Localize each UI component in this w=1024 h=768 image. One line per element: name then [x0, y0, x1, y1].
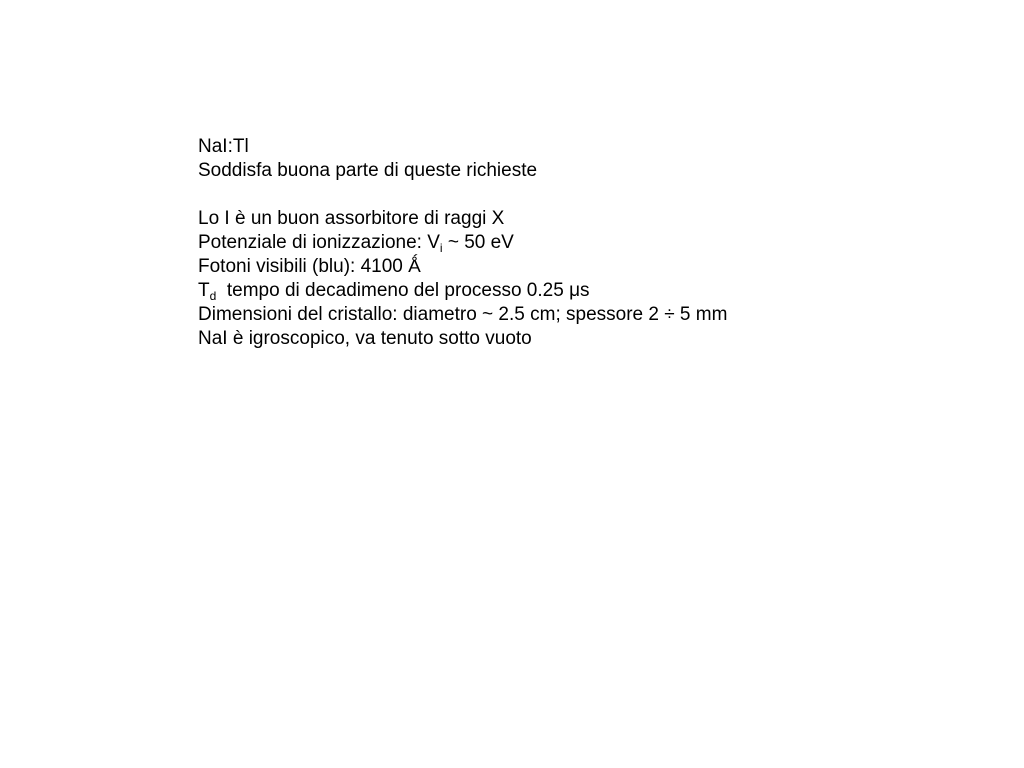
ionization-line	[198, 231, 998, 255]
slide-text-block	[198, 135, 998, 351]
decay-suffix: tempo di decadimeno del processo 0.25 μs	[216, 280, 590, 301]
photons-line: Fotoni visibili (blu): 4100 Ǻ	[198, 256, 421, 277]
ionization-prefix: Potenziale di ionizzazione: V	[198, 232, 440, 253]
decay-line	[198, 279, 998, 303]
slide-title: NaI:Tl	[198, 136, 249, 157]
ionization-subscript: i	[439, 241, 443, 255]
blank-line	[198, 183, 998, 207]
decay-symbol: T	[198, 280, 210, 301]
ionization-suffix: ~ 50 eV	[442, 232, 514, 253]
decay-subscript: d	[209, 289, 217, 303]
hygroscopic-line: NaI è igroscopico, va tenuto sotto vuoto	[198, 328, 532, 349]
slide-subtitle: Soddisfa buona parte di queste richieste	[198, 160, 538, 181]
dimensions-line: Dimensioni del cristallo: diametro ~ 2.5 cm; spessore 2 ÷ 5 mm	[198, 304, 728, 325]
absorber-line: Lo I è un buon assorbitore di raggi X	[198, 208, 505, 229]
